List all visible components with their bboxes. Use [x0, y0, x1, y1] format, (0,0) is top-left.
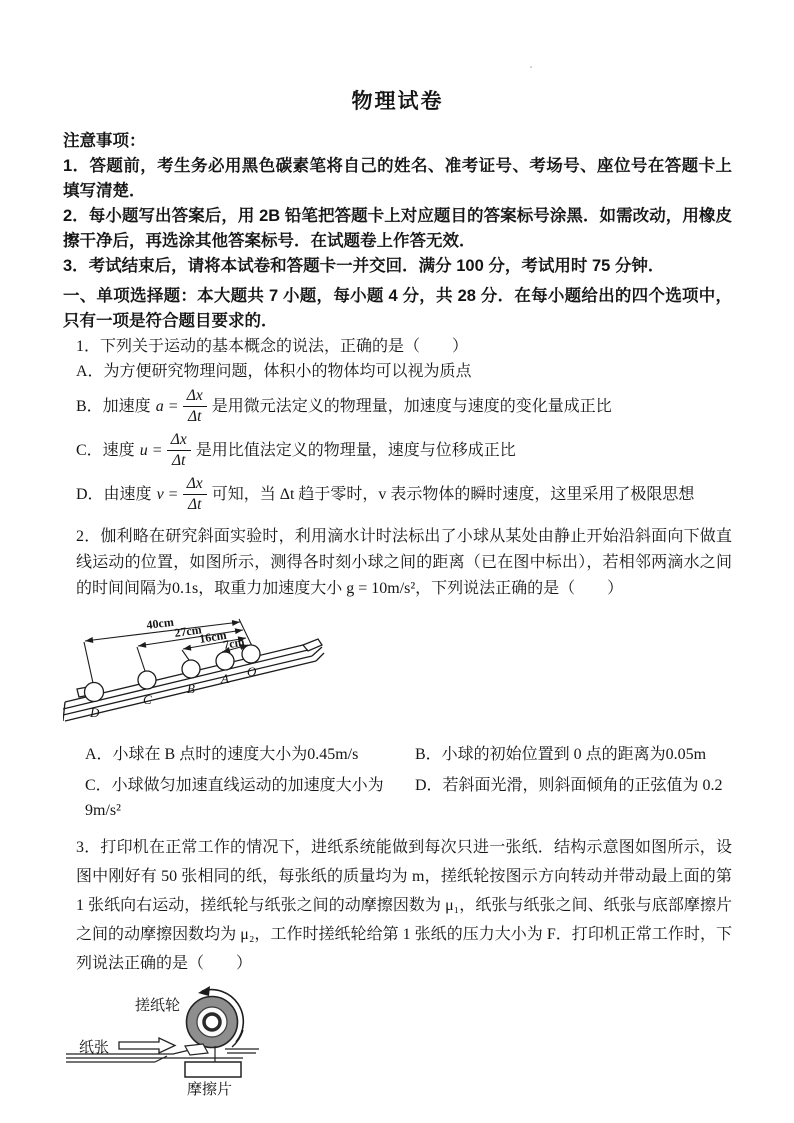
question-3-stem: 3．打印机在正常工作的情况下，进纸系统能做到每次只进一张纸．结构示意图如图所示，设图中刚好有 50 张相同的纸，每张纸的质量均为 m，搓纸轮按图示方向转动并带动最上面的第 1 张纸向右运动，搓纸轮与纸张之间的动摩擦因数为 μ₁，纸张与纸张之间、纸张与底部摩擦片之间的动摩擦因数均为 μ₂，工作时搓纸轮给第 1 张纸的压力大小为 F．打印机正常工作时，下列说法正确的是（ ） — [76, 839, 732, 972]
wheel-label: 搓纸轮 — [135, 998, 181, 1014]
question-1-stem: 1．下列关于运动的基本概念的说法，正确的是（ ） — [76, 338, 469, 355]
notice-item-3: 3．考试结束后，请将本试卷和答题卡一并交回．满分 100 分，考试用时 75 分钟． — [63, 257, 665, 275]
point-label-d: D — [90, 705, 100, 720]
q1-option-c-lead: C．速度 — [76, 441, 135, 459]
notice-heading: 注意事项： — [63, 132, 146, 150]
incline-diagram-svg — [63, 616, 333, 728]
printer-diagram — [63, 982, 732, 1104]
paper-direction-arrow — [119, 1038, 175, 1053]
q1-option-b-lead: B．加速度 — [76, 397, 151, 415]
ball-a — [216, 652, 234, 670]
equals-sign: = — [168, 397, 178, 415]
q1-option-d-rest: 可知，当 Δt 趋于零时，v 表示物体的瞬时速度，这里采用了极限思想 — [211, 485, 695, 503]
equals-sign: = — [168, 485, 178, 503]
q2-options — [63, 742, 732, 823]
balls — [85, 645, 261, 702]
point-label-b: B — [187, 681, 195, 696]
paper-contact-flap — [185, 1044, 208, 1055]
friction-pad — [185, 1062, 241, 1077]
q2-option-d: D．若斜面光滑，则斜面倾角的正弦值为 0.2 — [415, 777, 723, 794]
ball-c — [138, 671, 156, 689]
fraction-numerator: Δx — [186, 386, 203, 404]
q2-option-c: C．小球做匀加速直线运动的加速度大小为9m/s² — [85, 777, 384, 819]
ball-b — [182, 660, 200, 678]
dim-label-7cm: 7cm — [222, 634, 246, 652]
ball-d — [85, 683, 104, 702]
fraction-dx-dt — [167, 431, 191, 470]
notice-item-1: 1．答题前，考生务必用黑色碳素笔将自己的姓名、准考证号、考场号、座位号在答题卡上填写清楚． — [63, 157, 732, 200]
notice-item-2: 2．每小题写出答案后，用 2B 铅笔把答题卡上对应题目的答案标号涂黑．如需改动，用橡皮擦干净后，再选涂其他答案标号．在试题卷上作答无效． — [63, 207, 732, 250]
question-2-stem: 2．伽利略在研究斜面实验时，利用滴水计时法标出了小球从某处由静止开始沿斜面向下做直线运动的位置，如图所示，测得各时刻小球之间的距离（已在图中标出），若相邻两滴水之间的时间间隔为0.1s，取重力加速度大小 g = 10m/s²，下列说法正确的是（ ） — [76, 528, 732, 597]
q1-option-b-variable: a — [155, 397, 164, 415]
incline-diagram — [63, 616, 732, 728]
ramp-rails — [63, 639, 324, 721]
equals-sign: = — [152, 441, 162, 459]
q1-option-a: A．为方便研究物理问题，体积小的物体均可以视为质点 — [76, 363, 472, 380]
section-heading: 一、单项选择题：本大题共 7 小题，每小题 4 分，共 28 分．在每小题给出的四个选项中，只有一项是符合题目要求的． — [63, 287, 732, 330]
fraction-denominator: Δt — [183, 406, 207, 426]
fraction-numerator: Δx — [186, 474, 203, 492]
q1-option-b-rest: 是用微元法定义的物理量，加速度与速度的变化量成正比 — [211, 397, 612, 415]
fraction-dx-dt — [183, 387, 207, 426]
q1-option-c-rest: 是用比值法定义的物理量，速度与位移成正比 — [195, 441, 516, 459]
dim-label-40cm: 40cm — [145, 616, 175, 632]
printer-diagram-svg — [63, 982, 303, 1104]
rotation-arrowhead — [198, 986, 210, 996]
fraction-numerator: Δx — [170, 430, 187, 448]
paper-label: 纸张 — [79, 1040, 110, 1056]
q2-option-row-1 — [85, 742, 732, 767]
q2-option-row-2 — [85, 773, 732, 823]
fraction-denominator: Δt — [167, 450, 191, 470]
pad-label: 摩擦片 — [187, 1082, 233, 1098]
point-label-a: A — [221, 671, 229, 686]
q2-option-b: B．小球的初始位置到 0 点的距离为0.05m — [415, 746, 707, 763]
q1-option-d-lead: D．由速度 — [76, 485, 152, 503]
q1-option-c-variable: u — [139, 441, 148, 459]
q1-option-d-variable: v — [156, 485, 164, 503]
q1-option-b — [76, 384, 732, 428]
page-title: 物理试卷 — [351, 90, 444, 113]
point-label-c: C — [143, 692, 152, 707]
pickup-wheel-hub — [204, 1014, 220, 1030]
point-label-o: O — [247, 664, 257, 679]
q1-option-c — [76, 428, 732, 472]
q1-option-d — [76, 472, 732, 516]
fraction-dx-dt — [183, 475, 207, 514]
fraction-denominator: Δt — [183, 494, 207, 514]
q2-option-a: A．小球在 B 点时的速度大小为0.45m/s — [85, 746, 359, 763]
dim-label-16cm: 16cm — [198, 627, 228, 646]
scan-artifact-dot — [530, 66, 532, 68]
dim-label-27cm: 27cm — [173, 622, 203, 640]
